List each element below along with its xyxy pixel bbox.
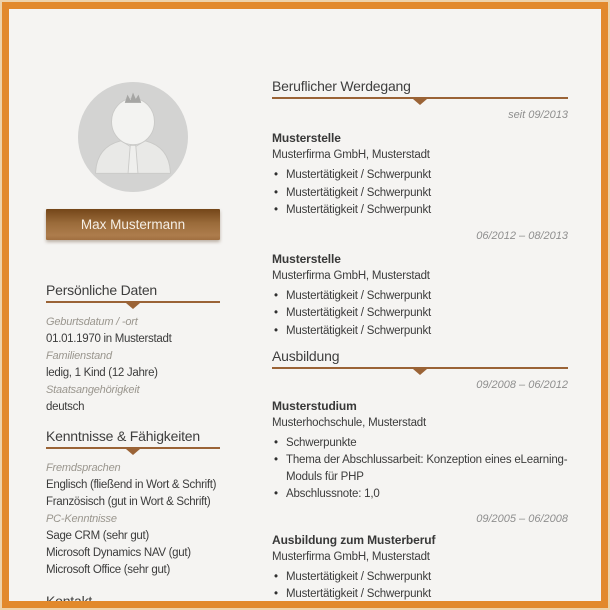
entry-bullets (272, 288, 568, 341)
avatar (78, 82, 188, 192)
skill-item: Englisch (fließend in Wort & Schrift) (46, 479, 217, 491)
section-divider (272, 367, 568, 369)
entry-bullets (272, 167, 568, 220)
section-skills (46, 428, 220, 579)
field-value: deutsch (46, 401, 85, 413)
entry-role: Ausbildung zum Musterberuf (272, 533, 436, 547)
bullet-item: • Mustertätigkeit / Schwerpunkt (272, 323, 568, 341)
person-silhouette-icon (78, 82, 188, 192)
skill-group-label: PC-Kenntnisse (46, 513, 117, 525)
field-value: 01.01.1970 in Musterstadt (46, 333, 172, 345)
name-banner (46, 209, 220, 240)
person-name: Max Mustermann (80, 217, 186, 232)
education-entry (272, 513, 568, 603)
left-column (46, 82, 220, 609)
section-education (272, 348, 568, 603)
section-title-skills: Kenntnisse & Fähigkeiten (46, 428, 200, 444)
entry-role: Musterstudium (272, 399, 357, 413)
personal-rows (46, 314, 220, 416)
bullet-item: • Mustertätigkeit / Schwerpunkt (272, 167, 568, 185)
bullet-item: • Mustertätigkeit / Schwerpunkt (272, 305, 568, 323)
bullet-item: • Thema der Abschlussarbeit: Konzeption eines eLearning-Moduls für PHP (272, 452, 568, 486)
section-divider (272, 97, 568, 99)
field-label: Familienstand (46, 350, 112, 362)
entry-role: Musterstelle (272, 131, 341, 145)
entry-date: 09/2008 – 06/2012 (476, 379, 568, 391)
entry-organization: Musterfirma GmbH, Musterstadt (272, 551, 430, 563)
bullet-item: • Abschlussnote: 1,0 (272, 486, 568, 503)
section-title-personal: Persönliche Daten (46, 282, 157, 298)
education-entry (272, 379, 568, 503)
field-value: ledig, 1 Kind (12 Jahre) (46, 367, 158, 379)
right-column (272, 78, 568, 607)
bullet-item: • Mustertätigkeit / Schwerpunkt (272, 202, 568, 220)
entry-bullets (272, 569, 568, 603)
skill-item: Microsoft Dynamics NAV (gut) (46, 547, 191, 559)
career-entry (272, 109, 568, 220)
section-career (272, 78, 568, 340)
bullet-item: • Mustertätigkeit / Schwerpunkt (272, 586, 568, 603)
section-divider (46, 301, 220, 303)
section-title-contact: Kontakt (46, 593, 93, 609)
section-divider (46, 447, 220, 449)
bullet-item: • Mustertätigkeit / Schwerpunkt (272, 185, 568, 203)
entry-date: seit 09/2013 (508, 109, 568, 121)
field-label: Staatsangehörigkeit (46, 384, 140, 396)
skill-item: Microsoft Office (sehr gut) (46, 564, 170, 576)
skill-item: Sage CRM (sehr gut) (46, 530, 149, 542)
entry-organization: Musterhochschule, Musterstadt (272, 417, 426, 429)
bullet-item: • Mustertätigkeit / Schwerpunkt (272, 569, 568, 586)
bullet-item: • Schwerpunkte (272, 435, 568, 452)
bullet-item: • Mustertätigkeit / Schwerpunkt (272, 288, 568, 306)
entry-bullets (272, 435, 568, 503)
entry-date: 06/2012 – 08/2013 (476, 229, 568, 242)
section-title-career: Beruflicher Werdegang (272, 78, 411, 94)
entry-organization: Musterfirma GmbH, Musterstadt (272, 149, 430, 161)
entry-date: 09/2005 – 06/2008 (476, 513, 568, 525)
career-entry (272, 230, 568, 341)
section-title-education: Ausbildung (272, 348, 340, 364)
entry-role: Musterstelle (272, 251, 341, 266)
skill-group-label: Fremdsprachen (46, 462, 121, 474)
section-contact (46, 593, 220, 609)
entry-organization: Musterfirma GmbH, Musterstadt (272, 269, 430, 282)
section-personal-data (46, 282, 220, 416)
skills-rows (46, 460, 220, 579)
skill-item: Französisch (gut in Wort & Schrift) (46, 496, 211, 508)
field-label: Geburtsdatum / -ort (46, 316, 138, 328)
